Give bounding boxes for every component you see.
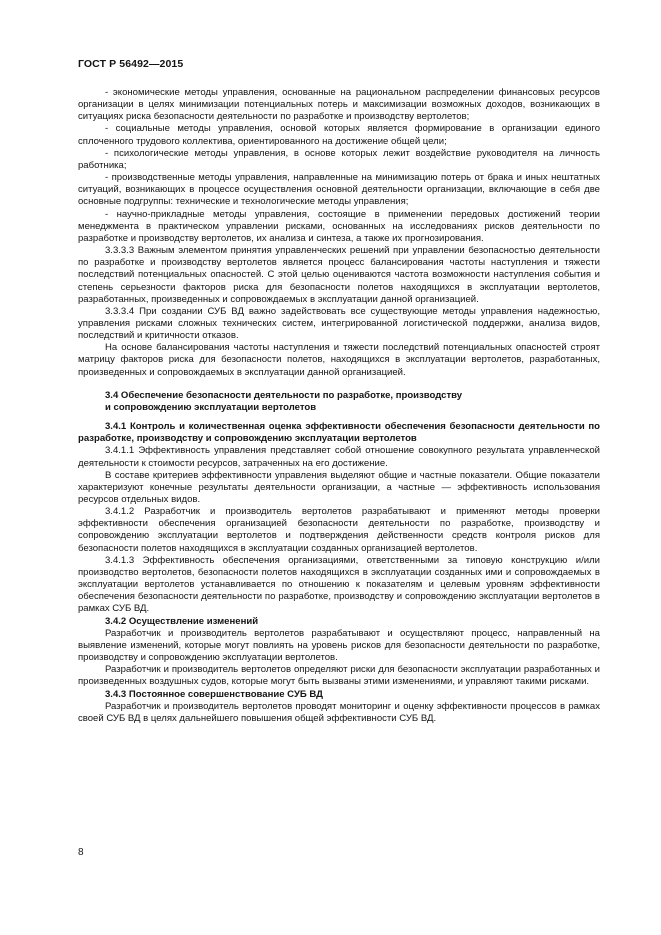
subsection-heading: 3.4.2 Осуществление изменений — [105, 615, 259, 627]
body-paragraph: - научно-прикладные методы управления, состоящие в применении передовых достижений теории менеджмента в практическом управлении рисками, основанных на исследованиях рисков деятельности по разработке и производству вертолетов, их анализа и синтеза, а также их прогнозирования. — [78, 208, 600, 244]
body-paragraph: Разработчик и производитель вертолетов проводят мониторинг и оценку эффективности процессов в рамках своей СУБ ВД в целях дальнейшего повышения общей эффективности СУБ ВД. — [78, 700, 600, 724]
body-paragraph: - социальные методы управления, основой которых является формирование в организации единого сплоченного трудового коллектива, ориентированного на достижение общей цели; — [78, 123, 600, 147]
body-paragraph: - психологические методы управления, в основе которых лежит воздействие руководителя на личность работника; — [78, 147, 600, 171]
body-paragraph: 3.3.3.4 При создании СУБ ВД важно задействовать все существующие методы управления надежностью, управления рисками сложных технических систем, интегрированной логистической поддержки, анализа видов, последствий и критичности отказов. — [78, 305, 600, 342]
body-paragraph: В составе критериев эффективности управления выделяют общие и частные показатели. Общие показатели характеризуют конечные результаты деятельности организации, а частные — эффективность использования ресурсов отдельных видов. — [78, 469, 600, 505]
body-paragraph: Разработчик и производитель вертолетов определяют риски для безопасности эксплуатации разработанных и произведенных воздушных судов, которые могут быть вызваны этими изменениями, и управляют такими рисками. — [78, 664, 600, 688]
body-paragraph: На основе балансирования частоты наступления и тяжести последствий потенциальных опасностей строят матрицу факторов риска для безопасности полетов, находящихся в эксплуатации вертолетов, разработанных, произведенных и сопровождаемых в эксплуатации данной организацией. — [78, 342, 600, 378]
document-body — [78, 87, 600, 725]
page-number: 8 — [78, 847, 84, 858]
body-paragraph: - производственные методы управления, направленные на минимизацию потерь от брака и иных нештатных ситуаций, возникающих в процессе осуществления основной деятельности организации, включающие в себя две основные подгруппы: технические и технологические методы управления; — [78, 172, 600, 208]
body-paragraph: 3.4.1.1 Эффективность управления представляет собой отношение совокупного результата управленческой деятельности к стоимости ресурсов, затраченных на его достижение. — [78, 445, 600, 469]
body-paragraph: - экономические методы управления, основанные на рациональном распределении финансовых ресурсов организации в целях минимизации потенциальных потерь и максимизации возможных доходов, возникающих в ситуациях риска безопасности деятельности по разработке и производству вертолетов; — [78, 87, 600, 123]
subsection-heading: 3.4.1 Контроль и количественная оценка эффективности обеспечения безопасности деятельности по разработке, производству и сопровождению эксплуатации вертолетов — [78, 421, 600, 445]
section-heading: 3.4 Обеспечение безопасности деятельности по разработке, производству — [105, 389, 463, 401]
section-heading-continued: и сопровождению эксплуатации вертолетов — [105, 401, 317, 413]
body-paragraph: 3.3.3.3 Важным элементом принятия управленческих решений при управлении безопасностью деятельности по разработке и производству вертолетов является процесс балансирования частоты наступления и тяжести последствий потенциальных опасностей. С этой целью оцениваются частота возможности наступления события и степень серьезности факторов риска для безопасности полетов находящихся в эксплуатации вертолетов, разработанных, произведенных и сопровождаемых в эксплуатации данной организацией. — [78, 245, 600, 305]
body-paragraph: 3.4.1.3 Эффективность обеспечения организациями, ответственными за типовую конструкцию и/или производство вертолетов, безопасности полетов находящихся в эксплуатации созданных ими и сопровождаемых в эксплуатации вертолетов устанавливается по отношению к показателям и целевым уровням эффективности обеспечения безопасности деятельности по разработке, производству и сопровождению эксплуатации вертолетов в рамках СУБ ВД. — [78, 554, 600, 615]
body-paragraph: Разработчик и производитель вертолетов разрабатывают и осуществляют процесс, направленный на выявление изменений, которые могут повлиять на уровень рисков для безопасности деятельности по разработке, производству и сопровождению эксплуатации вертолетов. — [78, 627, 600, 664]
document-header: ГОСТ Р 56492—2015 — [78, 58, 184, 70]
subsection-heading: 3.4.3 Постоянное совершенствование СУБ ВД — [105, 688, 323, 700]
body-paragraph: 3.4.1.2 Разработчик и производитель вертолетов разрабатывают и применяют методы проверки эффективности обеспечения организацией безопасности деятельности по разработке, производству и сопровождению эксплуатации вертолетов и подтверждения действенности средств контроля рисков для безопасности полетов находящихся в эксплуатации созданных организацией вертолетов. — [78, 506, 600, 554]
